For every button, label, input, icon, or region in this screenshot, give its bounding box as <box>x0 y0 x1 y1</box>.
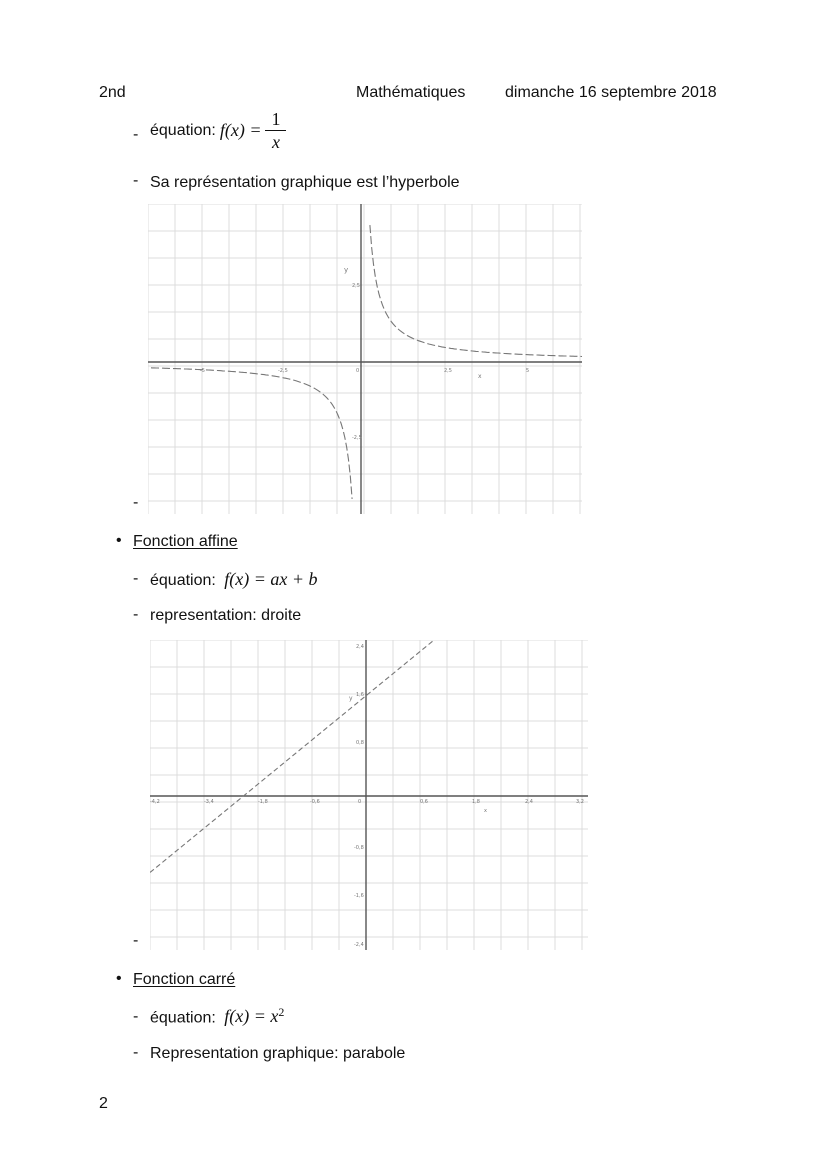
x-tick-label: 2,4 <box>525 799 533 805</box>
affine-line <box>150 640 434 873</box>
x-tick-label: -5 <box>200 368 205 374</box>
x-axis-label: x <box>478 373 482 380</box>
square-title: Fonction carré <box>133 971 236 988</box>
bullet: • <box>116 970 122 987</box>
affine-graph <box>150 640 588 950</box>
square-equation <box>150 1005 284 1027</box>
y-tick-label: -1,6 <box>354 893 364 899</box>
header-subject: Mathématiques <box>356 84 466 101</box>
dash-marker: - <box>133 172 139 189</box>
dash-marker: - <box>133 570 139 587</box>
header-class: 2nd <box>99 84 126 101</box>
dash-marker: - <box>133 494 139 511</box>
x-tick-label: 0 <box>356 368 360 374</box>
equation-label: équation: <box>150 572 216 589</box>
x-axis-label: x <box>484 808 487 814</box>
inverse-representation: Sa représentation graphique est l’hyperbole <box>150 174 460 191</box>
affine-representation: representation: droite <box>150 607 302 624</box>
affine-title: Fonction affine <box>133 533 238 550</box>
equation-formula: f(x) = ax + b <box>224 569 318 589</box>
page-number: 2 <box>99 1095 108 1112</box>
dash-marker: - <box>133 606 139 623</box>
y-tick-label: -0,8 <box>354 845 364 851</box>
y-tick-label: 2,5 <box>352 283 360 289</box>
x-tick-label: 0,6 <box>420 799 428 805</box>
dash-marker: - <box>133 1008 139 1025</box>
equation-lhs: f(x) = <box>219 120 262 140</box>
affine-equation <box>150 569 318 590</box>
dash-marker: - <box>133 1044 139 1061</box>
x-tick-label: 1,8 <box>472 799 480 805</box>
x-tick-label: -0,6 <box>310 799 320 805</box>
fraction <box>265 108 286 153</box>
exponent: 2 <box>278 1005 285 1019</box>
x-tick-label: 0 <box>358 799 362 805</box>
x-tick-label: -4,2 <box>150 799 160 805</box>
inverse-equation <box>150 108 286 153</box>
y-tick-label: 1,6 <box>356 692 364 698</box>
y-tick-label: -2,5 <box>352 435 362 441</box>
graph-grid <box>148 204 582 514</box>
hyperbola-graph <box>148 204 582 514</box>
equation-label: équation: <box>150 121 216 139</box>
bullet: • <box>116 532 122 549</box>
y-axis-label: y <box>349 695 353 702</box>
x-tick-label: -3,4 <box>204 799 214 805</box>
y-tick-label: -2,4 <box>354 942 364 948</box>
x-tick-label: -2,5 <box>278 368 288 374</box>
hyperbola-branch-left <box>148 368 352 499</box>
fraction-numerator: 1 <box>271 109 281 129</box>
dash-marker: - <box>133 126 139 143</box>
dash-marker: - <box>133 932 139 949</box>
y-tick-label: 2,4 <box>356 644 364 650</box>
x-tick-label: 2,5 <box>444 368 452 374</box>
graph-grid <box>150 640 588 950</box>
header-date: dimanche 16 septembre 2018 <box>505 84 717 101</box>
y-tick-label: 0,8 <box>356 740 364 746</box>
hyperbola-branch-right <box>370 225 582 356</box>
x-tick-label: 5 <box>526 368 530 374</box>
equation-formula: f(x) = x <box>224 1006 279 1027</box>
x-tick-label: 3,2 <box>576 799 584 805</box>
square-representation: Representation graphique: parabole <box>150 1045 406 1062</box>
y-axis-label: y <box>344 266 349 274</box>
fraction-denominator: x <box>271 132 280 152</box>
equation-label: équation: <box>150 1009 216 1027</box>
x-tick-label: -1,8 <box>258 799 268 805</box>
